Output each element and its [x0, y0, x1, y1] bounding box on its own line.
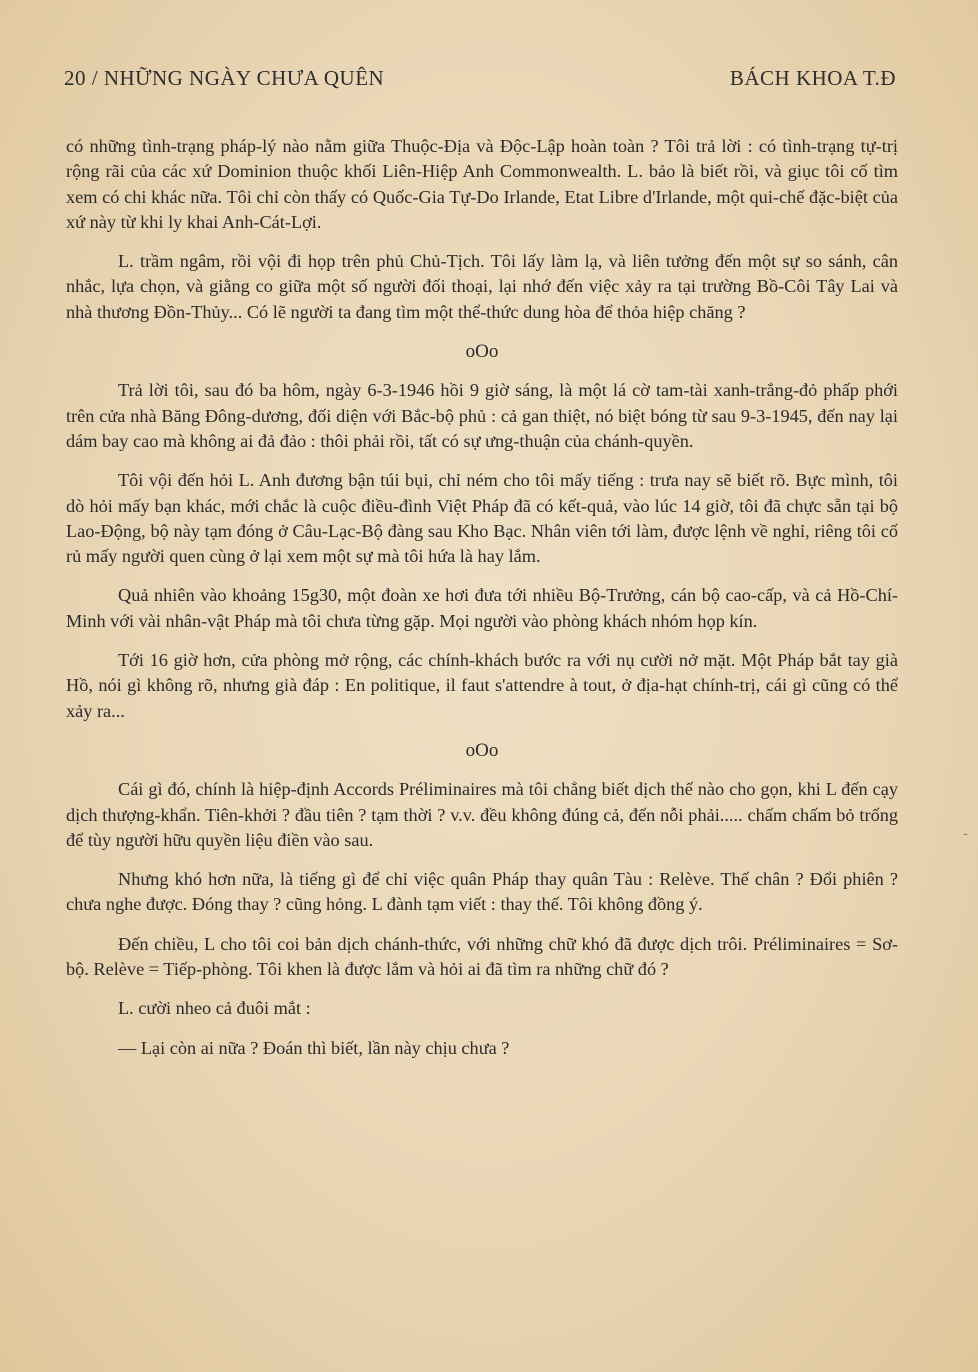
paragraph: Quả nhiên vào khoảng 15g30, một đoàn xe hơi đưa tới nhiều Bộ-Trưởng, cán bộ cao-cấp, và cả Hồ-Chí-Minh với vài nhân-vật Pháp mà tôi chưa từng gặp. Mọi người vào phòng khách nhóm họp kín.: [66, 585, 898, 631]
paragraph: Tôi vội đến hỏi L. Anh đương bận túi bụi, chỉ ném cho tôi mấy tiếng : trưa nay sẽ biết rõ. Bực mình, tôi dò hỏi mấy bạn khác, mới chắc là cuộc điều-đình Việt Pháp đã có kết-quả, vào lúc 14 giờ, tôi đã chực sẵn tại bộ Lao-Động, bộ này tạm đóng ở Câu-Lạc-Bộ đàng sau Kho Bạc. Nhân viên tới làm, được lệnh về nghỉ, riêng tôi cố rủ mấy người quen cùng ở lại xem một sự mà tôi hứa là hay lắm.: [66, 470, 898, 567]
header-page-title: 20 / NHỮNG NGÀY CHƯA QUÊN: [64, 66, 385, 90]
page-header: [64, 66, 896, 91]
paragraph: Đến chiều, L cho tôi coi bản dịch chánh-thức, với những chữ khó đã được dịch trôi. Préliminaires = Sơ-bộ. Relève = Tiếp-phòng. Tôi khen là được lắm và hỏi ai đã tìm ra những chữ đó ?: [66, 933, 898, 980]
paragraph: — Lại còn ai nữa ? Đoán thì biết, lần này chịu chưa ?: [118, 1037, 510, 1058]
margin-mark: -: [963, 826, 968, 842]
paragraph: Cái gì đó, chính là hiệp-định Accords Préliminaires mà tôi chẳng biết dịch thế nào cho gọn, khi L đến cạy dịch thượng-khẩn. Tiên-khởi ? đầu tiên ? tạm thời ? v.v. đều không đúng cả, đến nỗi phải..... chấm chấm bỏ trống để tùy người hữu quyền liệu điền vào sau.: [66, 779, 898, 850]
paragraph: Tới 16 giờ hơn, cửa phòng mở rộng, các chính-khách bước ra với nụ cười nở mặt. Một Pháp bắt tay già Hồ, nói gì không rõ, nhưng già đáp : En politique, il faut s'attendre à tout, ở địa-hạt chính-trị, cái gì cũng có thể xảy ra...: [66, 650, 898, 721]
paragraph: Nhưng khó hơn nữa, là tiếng gì để chỉ việc quân Pháp thay quân Tàu : Relève. Thế chân ? Đổi phiên ? chưa nghe được. Đóng thay ? cũng hỏng. L đành tạm viết : thay thế. Tôi không đồng ý.: [66, 869, 898, 915]
section-separator: oOo: [465, 341, 499, 363]
paragraph: Trả lời tôi, sau đó ba hôm, ngày 6-3-1946 hồi 9 giờ sáng, là một lá cờ tam-tài xanh-trắng-đỏ phấp phới trên cửa nhà Băng Đông-dương, đối diện với Bắc-bộ phủ : cả gan thiệt, nó biệt bóng từ sau 9-3-1945, đến nay lại dám bay cao mà không ai đả đảo : thôi phải rồi, tất có sự ưng-thuận của chánh-quyền.: [66, 380, 898, 451]
paragraph: có những tình-trạng pháp-lý nào nằm giữa Thuộc-Địa và Độc-Lập hoàn toàn ? Tôi trả lời : có tình-trạng tự-trị rộng rãi của các xứ Dominion thuộc khối Liên-Hiệp Anh Commonwealth. L. bảo là biết rồi, và giục tôi cố tìm xem có chi khác nữa. Tôi chỉ còn thấy có Quốc-Gia Tự-Do Irlande, Etat Libre d'Irlande, một qui-chế đặc-biệt của xứ này từ khi ly khai Anh-Cát-Lợi.: [66, 136, 898, 232]
paragraph: L. cười nheo cả đuôi mắt :: [118, 998, 311, 1019]
header-publication: BÁCH KHOA T.Đ: [729, 66, 896, 90]
section-separator: oOo: [465, 739, 499, 761]
paragraph: L. trầm ngâm, rồi vội đi họp trên phủ Chủ-Tịch. Tôi lấy làm lạ, và liên tưởng đến một sự so sánh, cân nhắc, lựa chọn, và giằng co giữa một số người đối thoại, lại nhớ đến việc xảy ra tại trường Bồ-Côi Tây Lai và nhà thương Đồn-Thủy... Có lẽ người ta đang tìm một thể-thức dung hòa để thỏa hiệp chăng ?: [66, 251, 898, 322]
body-text: [66, 134, 898, 1075]
